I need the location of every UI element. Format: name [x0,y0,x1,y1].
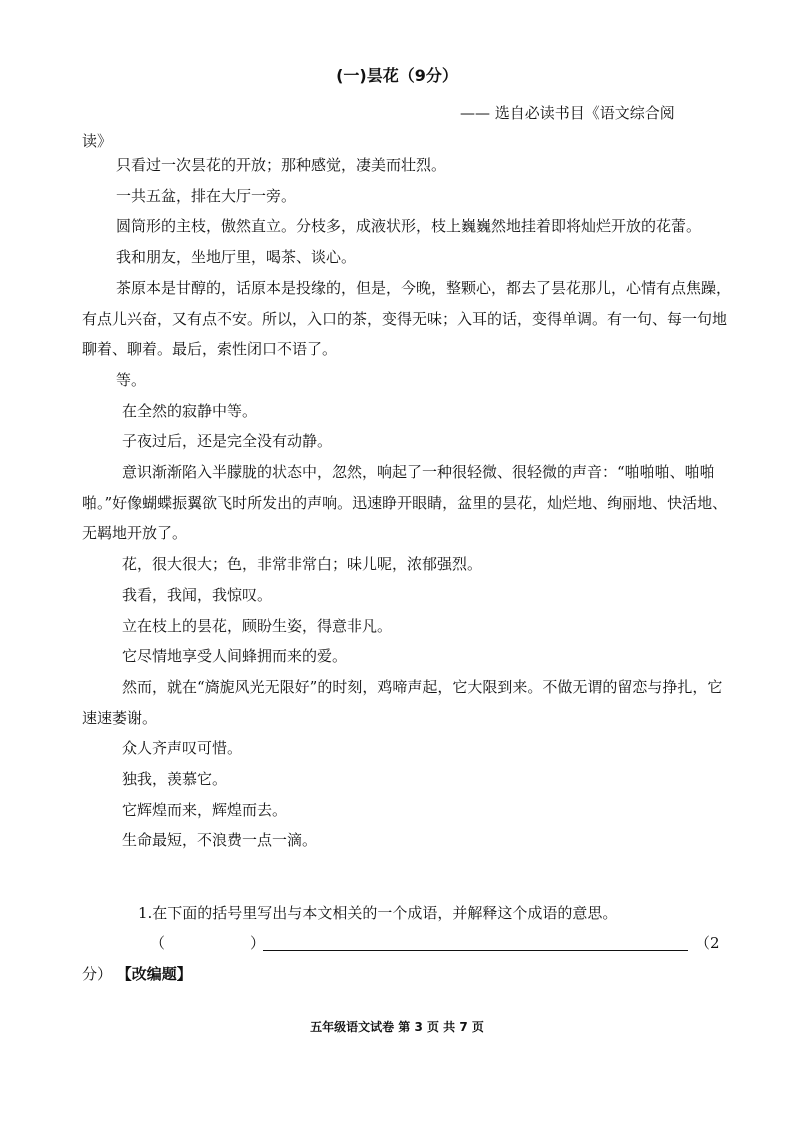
question-1-prompt: 1.在下面的括号里写出与本文相关的一个成语，并解释这个成语的意思。 [138,904,618,922]
paragraph: 只看过一次昙花的开放；那种感觉，凄美而壮烈。 [116,156,447,174]
section-title: (一)昙花（9分） [336,66,458,85]
paragraph: 一共五盆，排在大厅一旁。 [116,186,297,205]
answer-blank-line[interactable] [263,950,688,951]
paragraph: 等。 [116,370,147,389]
paragraph: 独我，羡慕它。 [122,770,228,789]
question-tag: 【改编题】 [116,965,192,983]
paragraph: 它尽情地享受人间蜂拥而来的爱。 [122,647,348,666]
paragraph: 圆筒形的主枝，傲然直立。分枝多，成液状形，枝上巍巍然地挂着即将灿烂开放的花蕾。 [116,217,702,236]
paragraph: 立在枝上的昙花，顾盼生姿，得意非凡。 [122,616,393,635]
paragraph: 意识渐渐陷入半朦胧的状态中，忽然，响起了一种很轻微、很轻微的声音：“啪啪啪、啪啪啪。”好像蝴蝶振翼欲飞时所发出的声响。迅速睁开眼睛，盆里的昙花，灿烂地、绚丽地、快活地、无羁地开放了。 [82,463,728,543]
passage-body [82,150,732,856]
paragraph: 生命最短，不浪费一点一滴。 [122,831,318,850]
question-1-answer-row [150,932,730,956]
paragraph: 子夜过后，还是完全没有动静。 [122,432,333,451]
paragraph: 我看，我闻，我惊叹。 [122,585,273,604]
paragraph: 然而，就在“旖旎风光无限好”的时刻，鸡啼声起，它大限到来。不做无谓的留恋与挣扎，它速速萎谢。 [82,677,723,727]
score-label: （2 [695,934,720,952]
idiom-paren-open: （ [150,934,166,952]
paragraph: 花，很大很大；色，非常非常白；味儿呢，浓郁强烈。 [122,555,483,574]
idiom-paren-close: ） [250,934,266,952]
source-citation: —— 选自必读书目《语文综合阅 [460,104,675,122]
paragraph: 在全然的寂静中等。 [122,401,258,420]
page-footer: 五年级语文试卷 第 3 页 共 7 页 [310,1020,484,1034]
paragraph: 众人齐声叹可惜。 [122,739,243,758]
paragraph: 它辉煌而来，辉煌而去。 [122,800,288,819]
paragraph: 茶原本是甘醇的，话原本是投缘的，但是，今晚，整颗心，都去了昙花那儿，心情有点焦躁，有点儿兴奋，又有点不安。所以，入口的茶，变得无味；入耳的话，变得单调。有一句、每一句地聊着、聊着。最后，索性闭口不语了。 [82,278,732,359]
question-1-score-tag [82,963,192,984]
source-citation-continued: 读》 [82,132,113,150]
score-label-cont: 分） [82,965,113,983]
paragraph: 我和朋友，坐地厅里，喝茶、谈心。 [116,248,357,267]
